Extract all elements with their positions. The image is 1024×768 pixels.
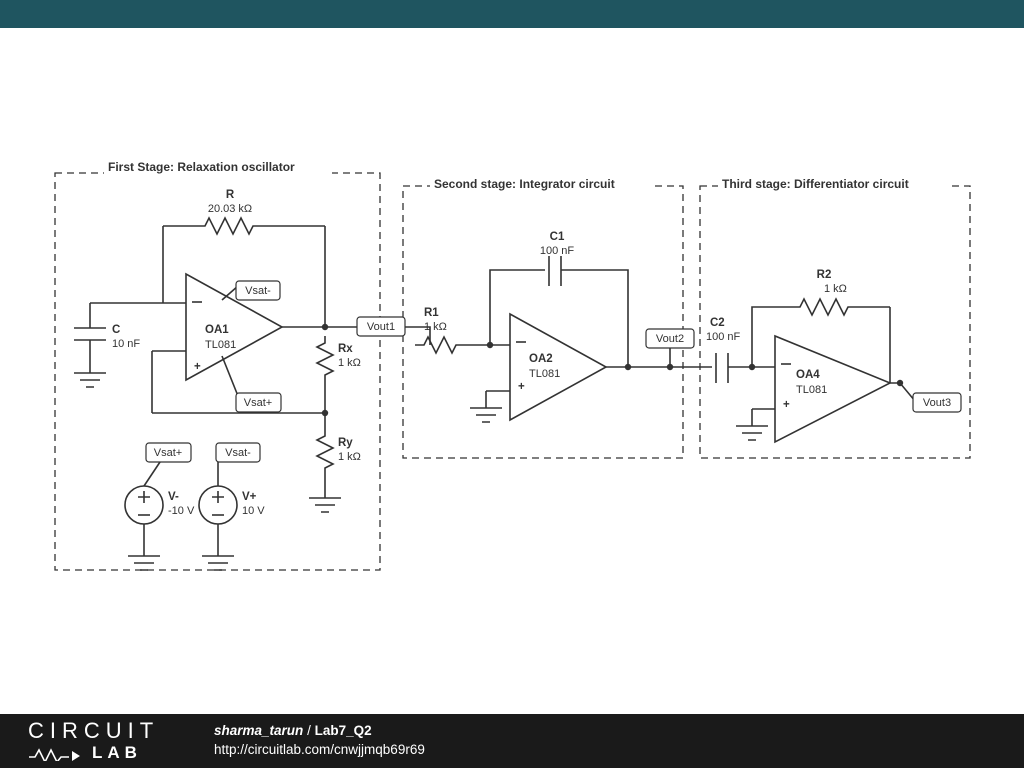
tag-vsat-minus-top: Vsat-	[245, 285, 271, 297]
opamp-OA4[interactable]	[775, 336, 890, 442]
group-box-stage3	[700, 186, 970, 458]
label-Rx-name: Rx	[338, 343, 353, 355]
logo-sub: LAB	[92, 743, 142, 762]
tag-vout1: Vout1	[366, 321, 396, 333]
label-OA4-value: TL081	[796, 384, 828, 396]
label-OA1-name: OA1	[205, 324, 229, 336]
tag-vout3: Vout3	[922, 397, 952, 409]
label-OA4-name: OA4	[796, 369, 820, 381]
group-title-stage2: Second stage: Integrator circuit	[434, 177, 615, 191]
node-output-OA1	[322, 324, 328, 330]
resistor-R2[interactable]	[752, 299, 890, 367]
logo-word: CIRCUIT	[28, 718, 160, 743]
label-Vminus-value: -10 V	[168, 505, 195, 517]
node-OA2-output	[625, 364, 631, 370]
circuitlab-logo	[28, 720, 198, 764]
label-OA2-name: OA2	[529, 353, 553, 365]
label-Vplus-value: 10 V	[242, 505, 265, 517]
capacitor-C[interactable]	[74, 328, 106, 340]
label-OA1-value: TL081	[205, 339, 237, 351]
wire-OA1-vpos-pin	[222, 356, 238, 396]
wire-OA4-output	[890, 383, 915, 401]
label-Vplus-name: V+	[242, 491, 257, 503]
footer-url[interactable]: http://circuitlab.com/cnwjjmqb69r69	[214, 742, 425, 757]
tag-vsat-plus-bottom: Vsat+	[243, 397, 273, 409]
label-Vminus-name: V-	[168, 491, 179, 503]
footer-username: sharma_tarun	[214, 723, 304, 738]
ground-divider	[309, 498, 341, 512]
footer-meta	[214, 721, 425, 759]
capacitor-C1[interactable]	[549, 256, 561, 286]
resistor-Rx[interactable]	[317, 336, 333, 413]
opamp-OA2-plus-sign: +	[518, 381, 525, 393]
label-C2-name: C2	[710, 317, 725, 329]
resistor-Ry[interactable]	[317, 413, 333, 498]
ground-OA4	[736, 426, 768, 440]
resistor-R[interactable]	[163, 218, 325, 234]
opamp-OA1-plus-sign: +	[194, 361, 201, 373]
label-Ry-value: 1 kΩ	[338, 451, 361, 463]
group-title-stage3: Third stage: Differentiator circuit	[722, 177, 909, 191]
footer-separator: /	[307, 723, 311, 738]
group-title-stage1: First Stage: Relaxation oscillator	[108, 160, 295, 174]
schematic-canvas[interactable]	[0, 28, 1024, 714]
label-R2-name: R2	[816, 269, 832, 281]
label-OA2-value: TL081	[529, 368, 561, 380]
source-Vplus-plus-sign	[212, 491, 224, 503]
wire-C1-left	[490, 270, 545, 345]
ground-OA2	[470, 408, 502, 422]
ground-Vplus	[202, 556, 234, 570]
wire-vsatplus-src	[144, 462, 160, 486]
tag-vsat-minus-src: Vsat-	[225, 447, 251, 459]
ground-C	[74, 373, 106, 387]
label-R1-value: 1 kΩ	[424, 321, 447, 333]
label-C-value: 10 nF	[112, 338, 141, 350]
wire-C1-right	[561, 270, 628, 367]
label-R1-name: R1	[424, 307, 439, 319]
opamp-OA4-plus-sign: +	[783, 399, 790, 411]
label-C1-name: C1	[549, 231, 565, 243]
footer-bar	[0, 714, 1024, 768]
capacitor-C2[interactable]	[716, 353, 728, 383]
tag-vsat-plus-src: Vsat+	[153, 447, 183, 459]
opamp-OA2[interactable]	[510, 314, 606, 420]
source-Vminus-plus-sign	[138, 491, 150, 503]
resistor-R1[interactable]	[415, 337, 490, 353]
tag-vout2: Vout2	[655, 333, 685, 345]
label-R-value: 20.03 kΩ	[207, 203, 253, 215]
label-R2-value: 1 kΩ	[824, 283, 847, 295]
ground-Vminus	[128, 556, 160, 570]
label-Rx-value: 1 kΩ	[338, 357, 361, 369]
waveform-icon	[28, 745, 86, 761]
label-C2-value: 100 nF	[706, 331, 741, 343]
footer-circuit-title: Lab7_Q2	[314, 723, 372, 738]
label-R-name: R	[225, 189, 235, 201]
label-Ry-name: Ry	[338, 437, 353, 449]
title-bar	[0, 0, 1024, 28]
label-C1-value: 100 nF	[539, 245, 575, 257]
label-C-name: C	[112, 324, 121, 336]
